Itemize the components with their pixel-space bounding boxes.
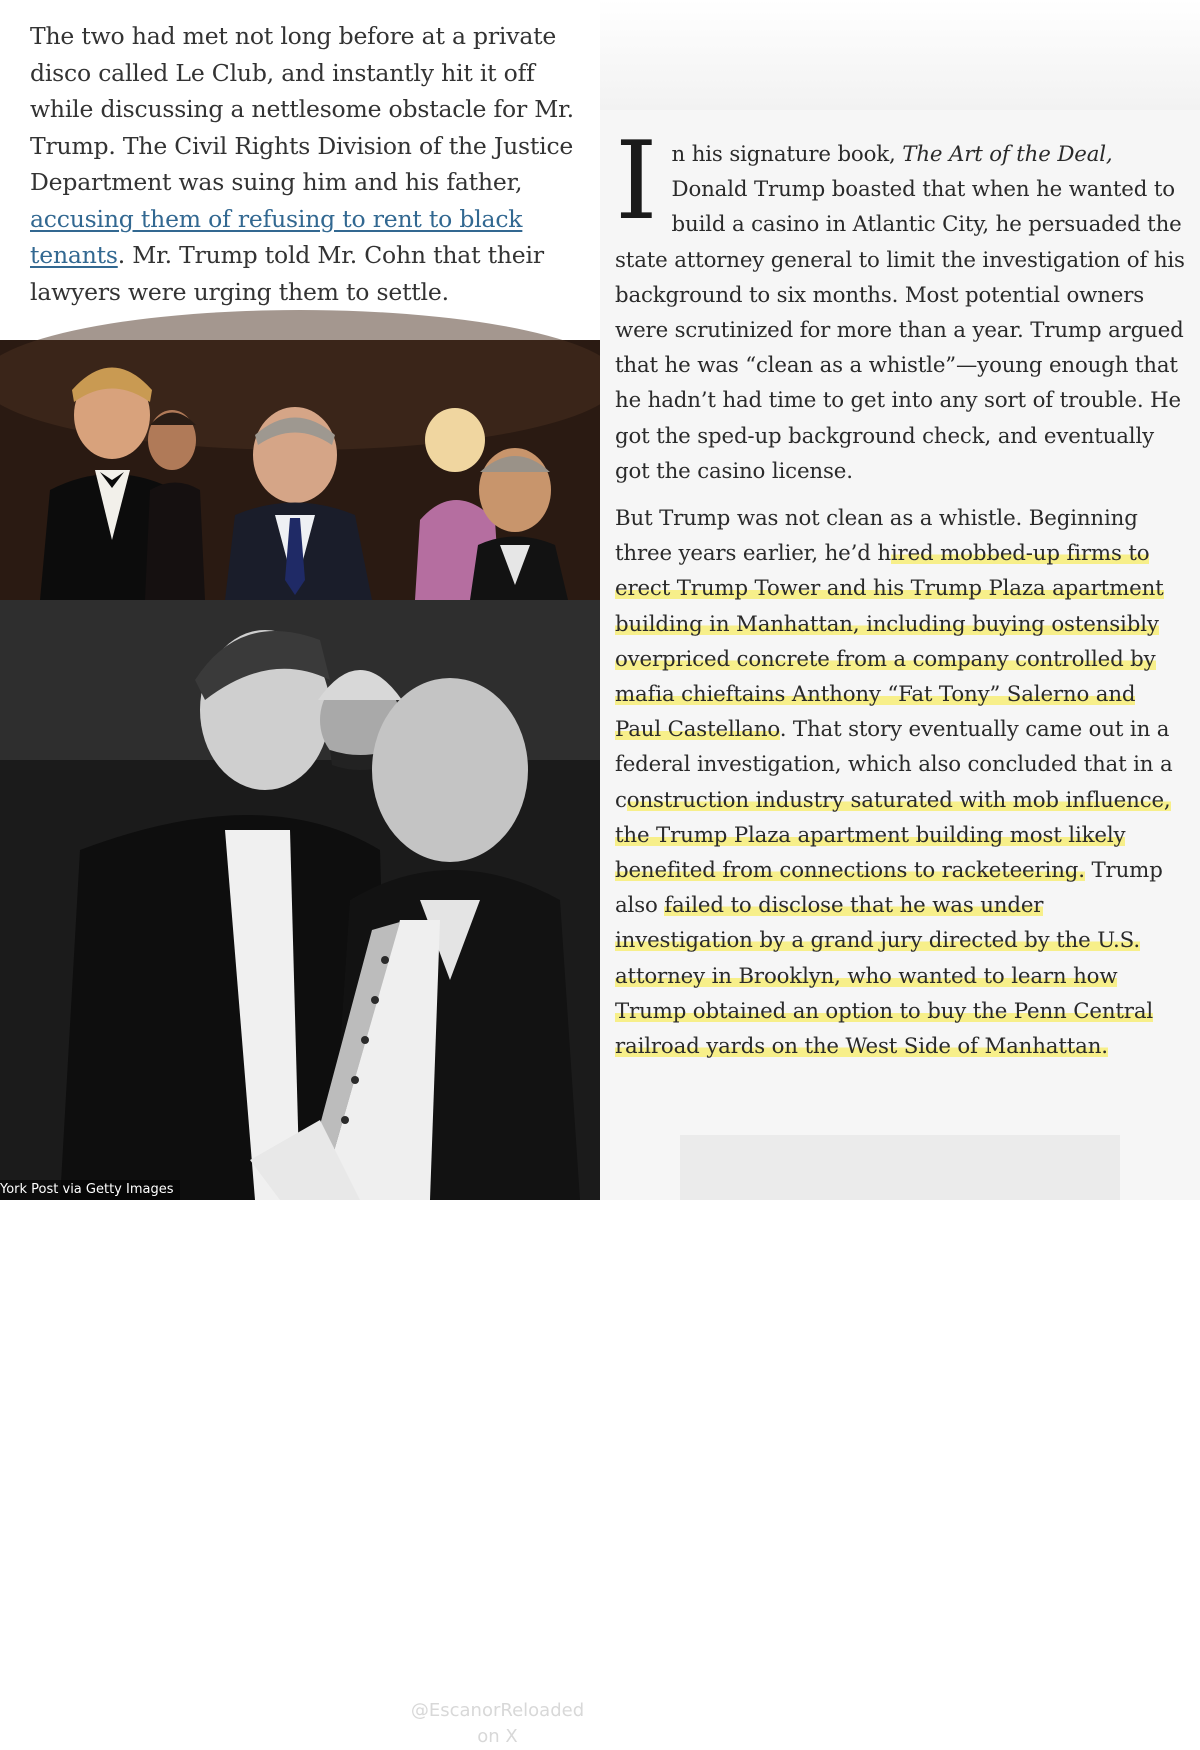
paragraph-text: . That story eventually came out in a federal investigation, which also concluded that in a c: [615, 717, 1173, 813]
watermark-line-1: @EscanorReloaded: [410, 1700, 585, 1721]
photo-credit: York Post via Getty Images: [0, 1180, 180, 1200]
paragraph-text: Trump also: [615, 858, 1163, 919]
watermark-line-2: on X: [477, 1726, 518, 1747]
left-article-paragraph: [30, 18, 590, 310]
color-photo: [0, 340, 600, 600]
left-article-text-after: . Mr. Trump told Mr. Cohn that their lawyers were urging them to settle.: [30, 241, 544, 306]
watermark: [390, 1698, 605, 1750]
bw-photo: [0, 600, 600, 1747]
bw-photo-illustration: [0, 600, 600, 1200]
highlighted-text: ired mobbed-up firms to erect Trump Tower and his Trump Plaza apartment building in Manhattan, including buying ostensibly overpriced concrete from a company controlled by mafia chieftains Anthony “Fat Tony” Salerno and Paul Castellano: [615, 541, 1164, 743]
right-article-body: [615, 119, 1185, 1064]
right-article-paragraph-1: [615, 119, 1185, 489]
highlighted-text: failed to disclose that he was under investigation by a grand jury directed by the U.S. attorney in Brooklyn, who wanted to learn how Trump obtained an option to buy the Penn Central railroad yards on the West Side of Manhattan.: [615, 893, 1154, 1060]
drop-cap: I: [615, 119, 658, 244]
right-article-panel: [600, 0, 1200, 1200]
top-strip: [600, 0, 1200, 110]
color-photo-illustration: [0, 340, 600, 600]
left-article-panel: [0, 0, 600, 340]
p1-text-after: Donald Trump boasted that when he wanted to build a casino in Atlantic City, he persuaded the state attorney general to limit the investigation of his background to six months. Most potential owners were scrutinized for more than a year. Trump argued that he was “clean as a whistle”—young enough that he hadn’t had time to get into any sort of trouble. He got the sped-up background check, and eventually got the casino license.: [615, 177, 1185, 484]
paragraph-text: But Trump was not clean as a whistle. Beginning three years earlier, he’d h: [615, 506, 1138, 567]
p1-text-before: n his signature book,: [671, 142, 903, 167]
right-article-paragraph-2: [615, 501, 1185, 1064]
bottom-strip: [680, 1135, 1120, 1200]
highlighted-text: onstruction industry saturated with mob influence, the Trump Plaza apartment building most likely benefited from connections to racketeering.: [615, 787, 1171, 884]
article-link[interactable]: accusing them of refusing to rent to black tenants: [30, 204, 523, 269]
left-article-text-before: The two had met not long before at a private disco called Le Club, and instantly hit it off while discussing a nettlesome obstacle for Mr. Trump. The Civil Rights Division of the Justice Department was suing him and his father,: [30, 22, 574, 196]
book-title: The Art of the Deal,: [902, 142, 1113, 167]
